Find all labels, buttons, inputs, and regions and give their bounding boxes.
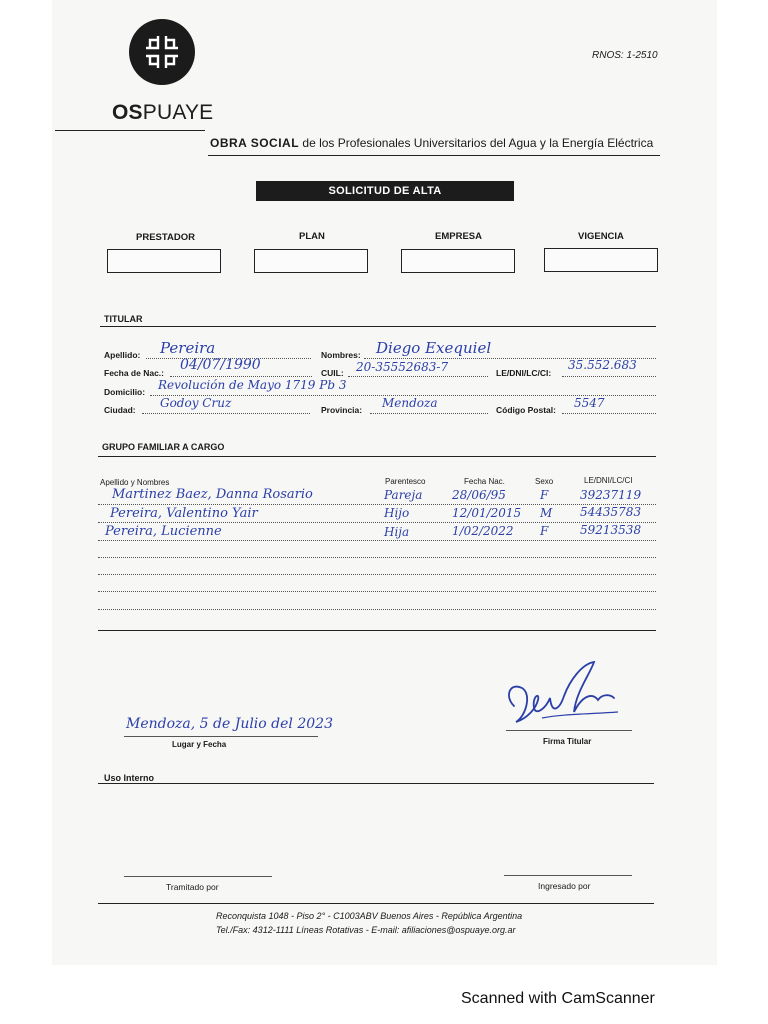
grupo-line-4 [98, 557, 656, 558]
plan-label: PLAN [299, 231, 325, 242]
header-nombres: Apellido y Nombres [100, 478, 170, 487]
header-fecha: Fecha Nac. [464, 477, 505, 486]
grupo-line-1 [98, 504, 656, 505]
footer-address: Reconquista 1048 - Piso 2° - C1003ABV Buenos Aires - República Argentina [216, 911, 523, 921]
plan-box[interactable] [254, 249, 368, 273]
codigo-postal-label: Código Postal: [496, 405, 556, 415]
grupo-heading: GRUPO FAMILIAR A CARGO [102, 442, 225, 452]
fecha-nac-value[interactable]: 04/07/1990 [180, 357, 261, 373]
provincia-line [370, 413, 488, 414]
cuil-label: CUIL: [321, 368, 344, 378]
apellido-label: Apellido: [104, 350, 141, 360]
header-sexo: Sexo [535, 477, 554, 486]
firma-line [506, 730, 632, 731]
member-3-sexo[interactable]: F [540, 524, 549, 538]
domicilio-label: Domicilio: [104, 387, 146, 397]
signature-icon [502, 656, 622, 736]
provincia-label: Provincia: [321, 405, 363, 415]
member-1-parentesco[interactable]: Pareja [384, 488, 423, 502]
camscanner-watermark: Scanned with CamScanner [461, 990, 655, 1007]
footer-divider [98, 903, 654, 904]
codigo-postal-value[interactable]: 5547 [574, 396, 605, 410]
tramitado-line [124, 876, 272, 877]
fecha-nac-label: Fecha de Nac.: [104, 368, 164, 378]
vigencia-label: VIGENCIA [578, 231, 624, 242]
member-2-doc[interactable]: 54435783 [580, 505, 642, 519]
vigencia-box[interactable] [544, 248, 658, 272]
lugar-fecha-line [124, 736, 318, 737]
cuil-value[interactable]: 20-35552683-7 [356, 360, 449, 374]
grupo-line-3 [98, 540, 656, 541]
prestador-box[interactable] [107, 249, 221, 273]
domicilio-value[interactable]: Revolución de Mayo 1719 Pb 3 [158, 378, 347, 392]
uso-interno-heading: Uso Interno [104, 773, 155, 783]
member-2-sexo[interactable]: M [540, 506, 553, 520]
grupo-line-6 [98, 591, 656, 592]
member-3-doc[interactable]: 59213538 [580, 523, 642, 537]
grupo-divider [98, 456, 656, 457]
tagline-underline [208, 155, 660, 156]
firma-titular-label: Firma Titular [543, 737, 592, 746]
cuil-line [348, 376, 488, 377]
footer-contact: Tel./Fax: 4312-1111 Líneas Rotativas - E-mail: afiliaciones@ospuaye.org.ar [216, 925, 516, 935]
apellido-value[interactable]: Pereira [160, 339, 216, 357]
ciudad-value[interactable]: Godoy Cruz [160, 396, 232, 410]
member-3-fecha[interactable]: 1/02/2022 [452, 524, 514, 538]
ciudad-label: Ciudad: [104, 405, 136, 415]
header-doc: LE/DNI/LC/CI [584, 476, 633, 485]
dni-value[interactable]: 35.552.683 [568, 358, 637, 372]
member-1-sexo[interactable]: F [540, 488, 549, 502]
member-3-nombre[interactable]: Pereira, Lucienne [105, 524, 222, 539]
grupo-line-2 [98, 522, 656, 523]
tramitado-label: Tramitado por [166, 882, 219, 892]
ospuaye-logo-icon [128, 18, 196, 86]
nombres-value[interactable]: Diego Exequiel [376, 339, 492, 357]
rnos-number: RNOS: 1-2510 [592, 50, 658, 61]
prestador-label: PRESTADOR [136, 232, 195, 243]
grupo-line-5 [98, 574, 656, 575]
member-1-doc[interactable]: 39237119 [580, 488, 642, 502]
member-2-fecha[interactable]: 12/01/2015 [452, 506, 522, 520]
codigo-postal-line [562, 413, 656, 414]
uso-interno-divider [98, 783, 654, 784]
lugar-fecha-label: Lugar y Fecha [172, 740, 227, 749]
empresa-box[interactable] [401, 249, 515, 273]
header-divider [55, 130, 205, 131]
ingresado-line [504, 875, 632, 876]
lugar-fecha-value[interactable]: Mendoza, 5 de Julio del 2023 [126, 716, 333, 732]
brand-name: OSPUAYE [112, 101, 214, 124]
empresa-label: EMPRESA [435, 231, 482, 242]
member-2-nombre[interactable]: Pereira, Valentino Yair [110, 506, 258, 521]
titular-divider [100, 326, 656, 327]
provincia-value[interactable]: Mendoza [382, 396, 438, 410]
nombres-label: Nombres: [321, 350, 361, 360]
fecha-nac-line [170, 376, 312, 377]
grupo-bottom-divider [98, 630, 656, 631]
dni-line [562, 376, 656, 377]
member-1-nombre[interactable]: Martinez Baez, Danna Rosario [112, 487, 313, 502]
member-3-parentesco[interactable]: Hija [384, 525, 410, 539]
titular-heading: TITULAR [104, 314, 143, 324]
member-2-parentesco[interactable]: Hijo [384, 506, 410, 520]
ingresado-label: Ingresado por [538, 881, 591, 891]
grupo-line-7 [98, 609, 656, 610]
dni-label: LE/DNI/LC/CI: [496, 368, 552, 378]
header-parentesco: Parentesco [385, 477, 426, 486]
ciudad-line [142, 413, 310, 414]
form-title: SOLICITUD DE ALTA [256, 181, 514, 201]
member-1-fecha[interactable]: 28/06/95 [452, 488, 506, 502]
tagline: OBRA SOCIAL de los Profesionales Universitarios del Agua y la Energía Eléctrica [210, 136, 654, 150]
